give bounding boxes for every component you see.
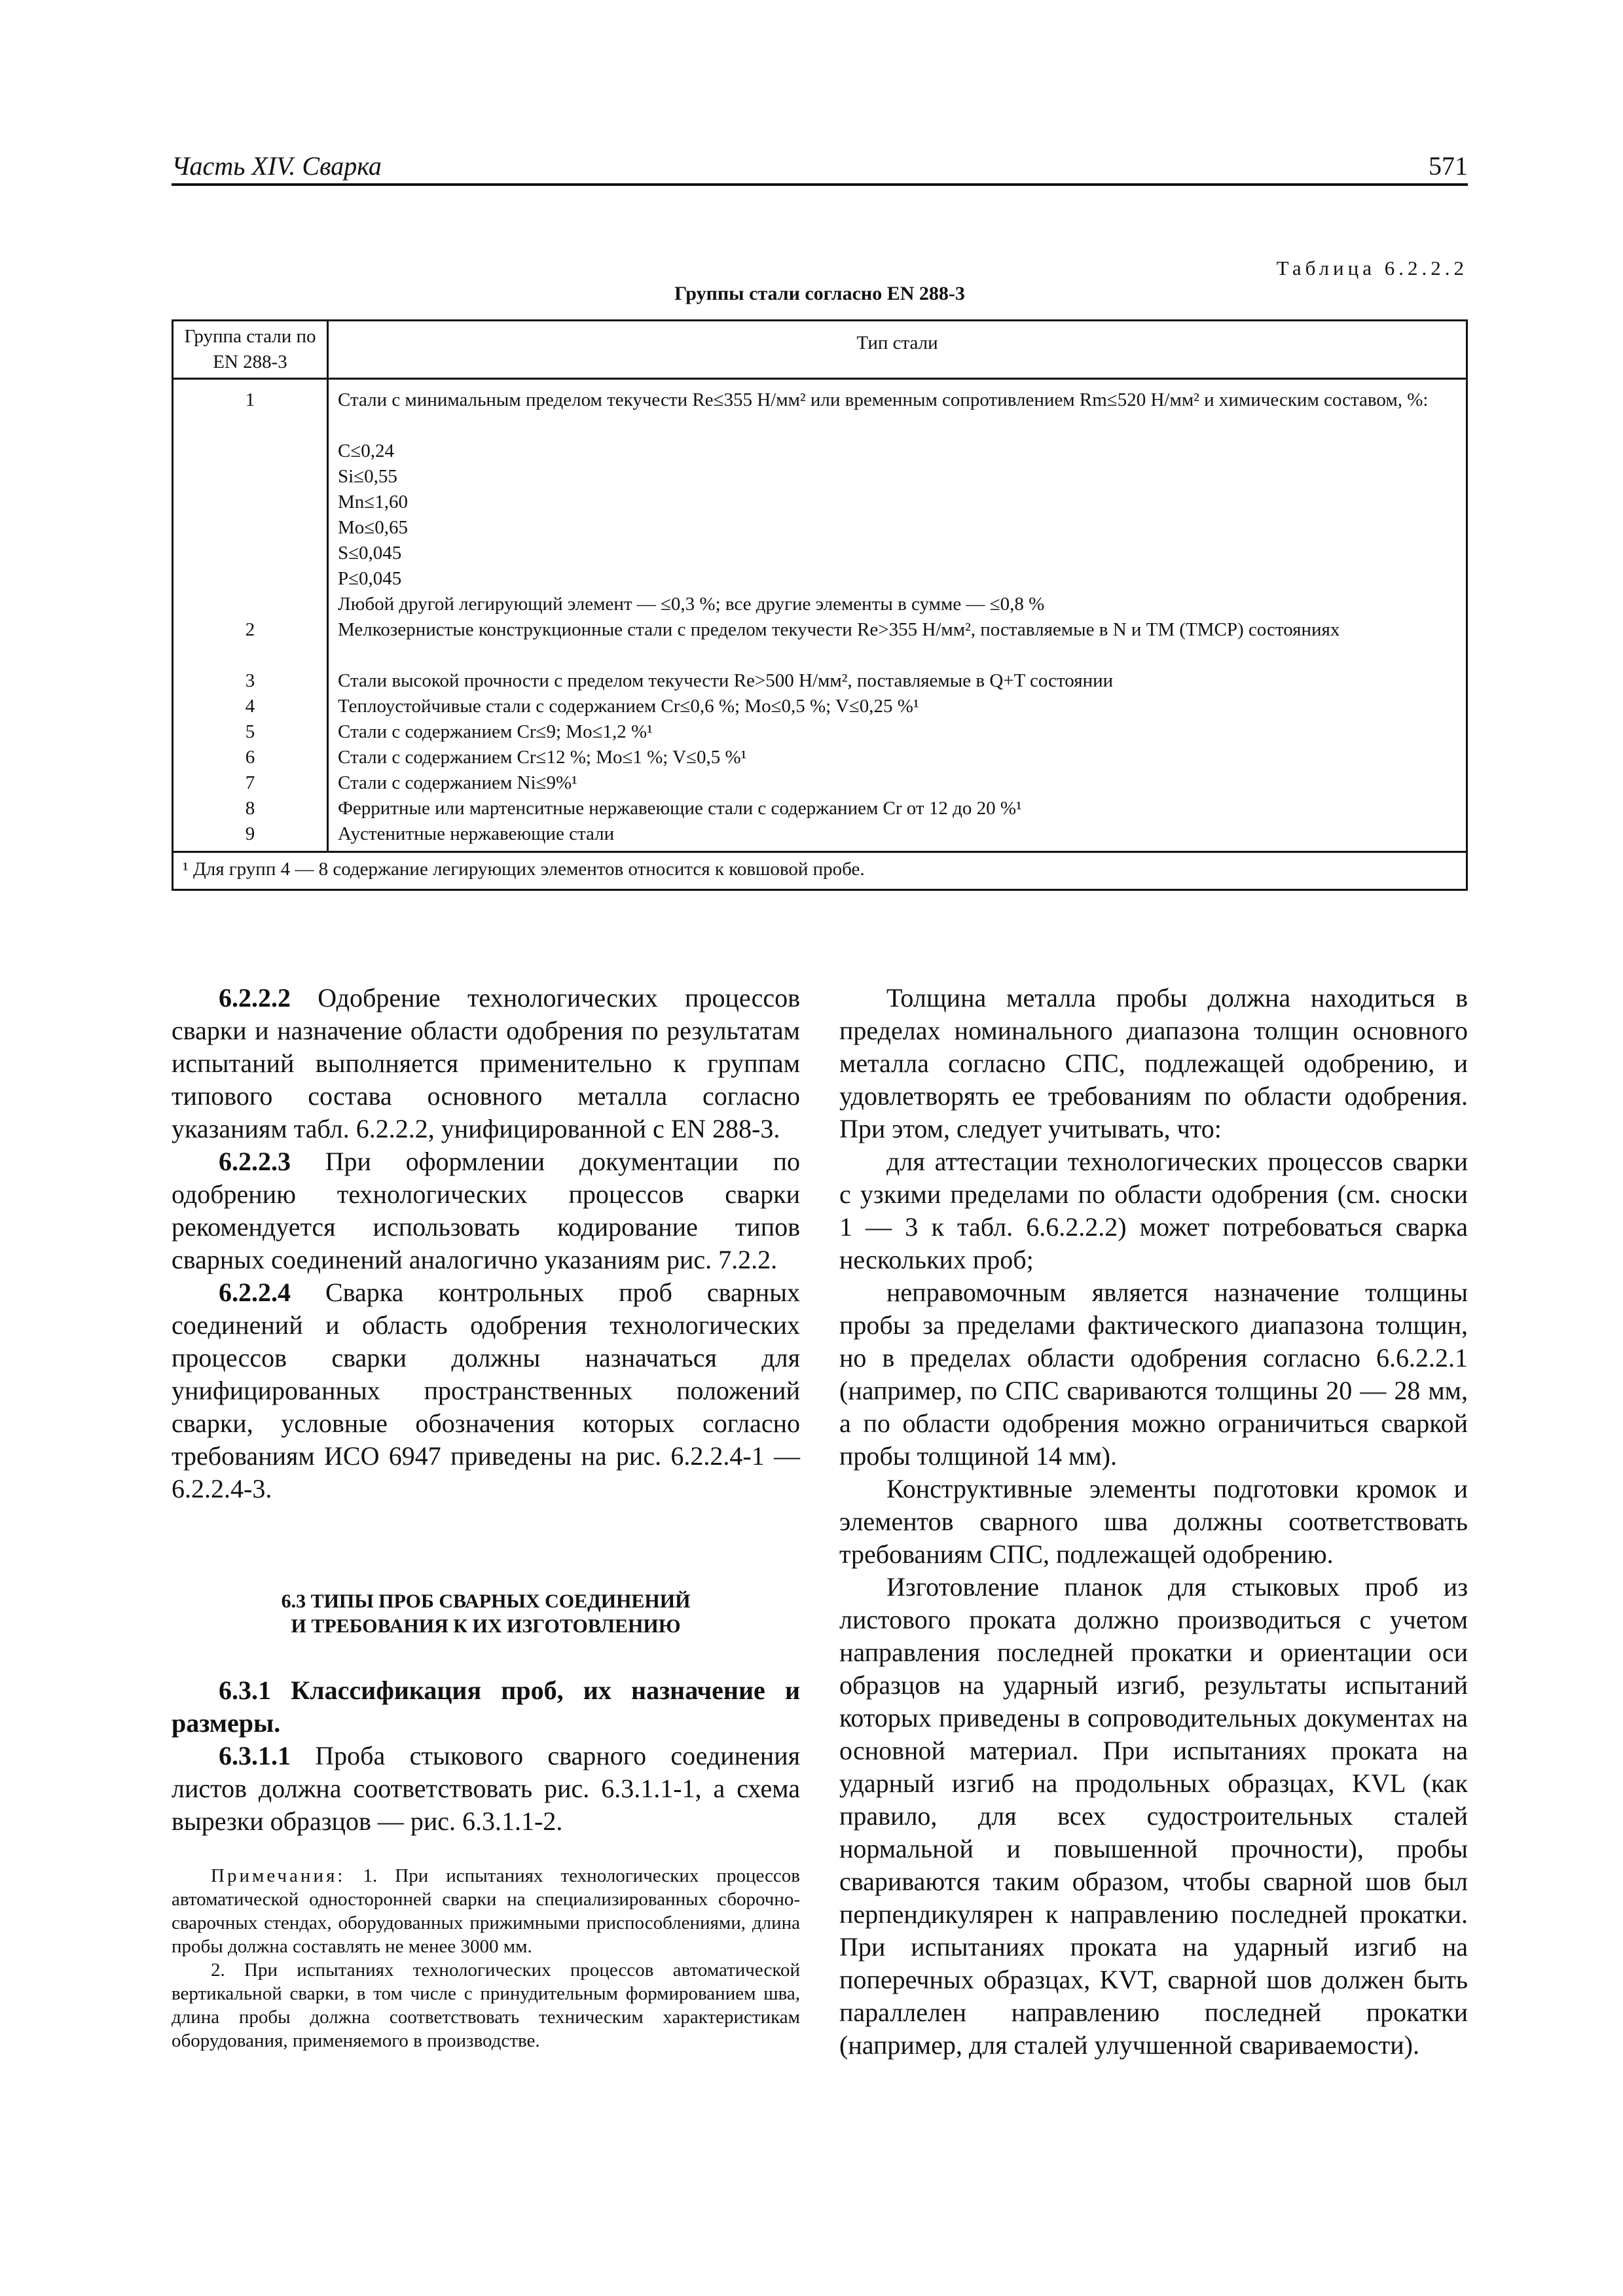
group-cell: 6 — [245, 747, 255, 768]
col-group-header: Группа стали по EN 288-3 — [173, 321, 328, 379]
type-cell: Ферритные или мартенситные нержавеющие стали с содержанием Cr от 12 до 20 %¹ — [338, 798, 1022, 819]
section-heading: 6.3 ТИПЫ ПРОБ СВАРНЫХ СОЕДИНЕНИЙ И ТРЕБОВАНИЯ К ИХ ИЗГОТОВЛЕНИЮ — [281, 1590, 691, 1637]
left-column — [172, 982, 800, 2053]
paragraph-6-2-2-4: 6.2.2.4 Сварка контрольных проб сварных соединений и область одобрения технологических процессов сварки должны назначаться для унифицированных пространственных положений сварки, условные обозначения которых согласно требованиям ИСО 6947 приведены на рис. 6.2.2.4-1 — 6.2.2.4-3. — [172, 1278, 801, 1503]
group-cell: 9 — [245, 823, 255, 844]
type-cell: Mn≤1,60 — [338, 492, 408, 512]
type-cell: Стали с содержанием Cr≤12 %; Mo≤1 %; V≤0,5 %¹ — [338, 747, 747, 768]
steel-groups-table — [172, 319, 1468, 891]
type-cell: Si≤0,55 — [338, 466, 397, 487]
table-number: Таблица 6.2.2.2 — [1276, 257, 1468, 279]
group-cell: 1 — [245, 389, 255, 410]
group-column — [173, 379, 328, 852]
running-header — [172, 147, 1468, 186]
group-cell: 5 — [245, 721, 255, 742]
paragraph-attestation: для аттестации технологических процессов сварки с узкими пределами по области одобрения (см. сноски 1 — 3 к табл. 6.6.2.2.2) может потребоваться сварка нескольких проб; — [839, 1147, 1468, 1274]
group-cell: 7 — [245, 772, 255, 793]
group-cell: 8 — [245, 798, 255, 819]
group-cell: 3 — [245, 670, 255, 691]
paragraph-6-3-1-1: 6.3.1.1 Проба стыкового сварного соединения листов должна соответствовать рис. 6.3.1.1-1, а схема вырезки образцов — рис. 6.3.1.1-2. — [172, 1741, 800, 1836]
paragraph-6-2-2-3: 6.2.2.3 При оформлении документации по одобрению технологических процессов сварки рекомендуется использовать кодирование типов сварных соединений аналогично указаниям рис. 7.2.2. — [172, 1147, 800, 1274]
type-column — [328, 379, 1467, 852]
type-cell: S≤0,045 — [338, 543, 402, 564]
table-body-row — [173, 379, 1467, 852]
paragraph-design-elements: Конструктивные элементы подготовки кромок и элементов сварного шва должны соответствовать требованиям СПС, подлежащей одобрению. — [839, 1474, 1468, 1569]
paragraph-6-2-2-2: 6.2.2.2 Одобрение технологических процессов сварки и назначение области одобрения по результатам испытаний выполняется применительно к группам типового состава основного металла согласно указаниям табл. 6.2.2.2, унифицированной с EN 288-3. — [172, 983, 800, 1143]
type-cell: Мелкозернистые конструкционные стали с пределом текучести Re>355 Н/мм², поставляемые в N и TM (TMCP) состояниях — [338, 619, 1340, 640]
paragraph-plates: Изготовление планок для стыковых проб из листового проката должно производиться с учетом направления последней прокатки и ориентации оси образцов на ударный изгиб, результаты испытаний которых приведены в сопроводительных документах на основной материал. При испытаниях проката на ударный изгиб на продольных образцах, KVL (как правило, для всех судостроительных сталей нормальной и повышенной прочности), пробы свариваются таким образом, чтобы сварной шов был перпендикулярен к направлению последней прокатки. При испытаниях проката на ударный изгиб на поперечных образцах, KVT, сварной шов должен быть параллелен направлению последней прокатки (например, для сталей улучшенной свариваемости). — [839, 1572, 1468, 2060]
type-cell: Теплоустойчивые стали с содержанием Cr≤0,6 %; Mo≤0,5 %; V≤0,25 %¹ — [338, 696, 919, 717]
type-cell: C≤0,24 — [338, 440, 395, 461]
page-number: 571 — [1429, 151, 1468, 181]
note-1: Примечания: 1. При испытаниях технологических процессов автоматической односторонней сварки на специализированных сборочно-сварочных стендах, оборудованных прижимными приспособлениями, длина пробы должна составлять не менее 3000 мм. — [172, 1865, 800, 1957]
subsection-heading: 6.3.1 Классификация проб, их назначение и размеры. — [172, 1676, 800, 1738]
type-cell: Стали с содержанием Ni≤9%¹ — [338, 772, 577, 793]
col-type-header: Тип стали — [328, 321, 1467, 379]
type-cell: P≤0,045 — [338, 568, 402, 589]
table-title: Группы стали согласно EN 288-3 — [674, 283, 965, 304]
type-cell: Стали высокой прочности с пределом текучести Re>500 Н/мм², поставляемые в Q+T состоянии — [338, 670, 1114, 691]
type-cell: Стали с минимальным пределом текучести Re≤355 Н/мм² или временным сопротивлением Rm≤520 Н/мм² и химическим составом, %: — [338, 389, 1429, 410]
table-header-row — [173, 321, 1467, 379]
note-2: 2. При испытаниях технологических процессов автоматической вертикальной сварки, в том числе с принудительным формированием шва, длина пробы должна соответствовать техническим характеристикам оборудования, применяемого в производстве. — [172, 1960, 800, 2051]
table-footnote: ¹ Для групп 4 — 8 содержание легирующих элементов относится к ковшовой пробе. — [173, 852, 1467, 890]
notes-block — [172, 1864, 800, 2053]
table-footnote-row — [173, 852, 1467, 890]
type-cell: Любой другой легирующий элемент — ≤0,3 %; все другие элементы в сумме — ≤0,8 % — [338, 594, 1045, 615]
type-cell: Mo≤0,65 — [338, 517, 408, 538]
type-cell: Аустенитные нержавеющие стали — [338, 823, 615, 844]
group-cell: 2 — [245, 619, 255, 640]
paragraph-thickness: Толщина металла пробы должна находиться в пределах номинального диапазона толщин основного металла согласно СПС, подлежащей одобрению, и удовлетворять ее требованиям по области одобрения. При этом, следует учитывать, что: — [839, 983, 1468, 1143]
header-part-title: Часть XIV. Сварка — [172, 151, 382, 181]
type-cell: Стали с содержанием Cr≤9; Mo≤1,2 %¹ — [338, 721, 653, 742]
group-cell: 4 — [245, 696, 255, 717]
paragraph-improper: неправомочным является назначение толщины пробы за пределами фактического диапазона толщин, но в пределах области одобрения согласно 6.6.2.2.1 (например, по СПС свариваются толщины 20 — 28 мм, а по области одобрения можно ограничиться сваркой пробы толщиной 14 мм). — [839, 1278, 1468, 1471]
right-column — [839, 982, 1468, 2062]
